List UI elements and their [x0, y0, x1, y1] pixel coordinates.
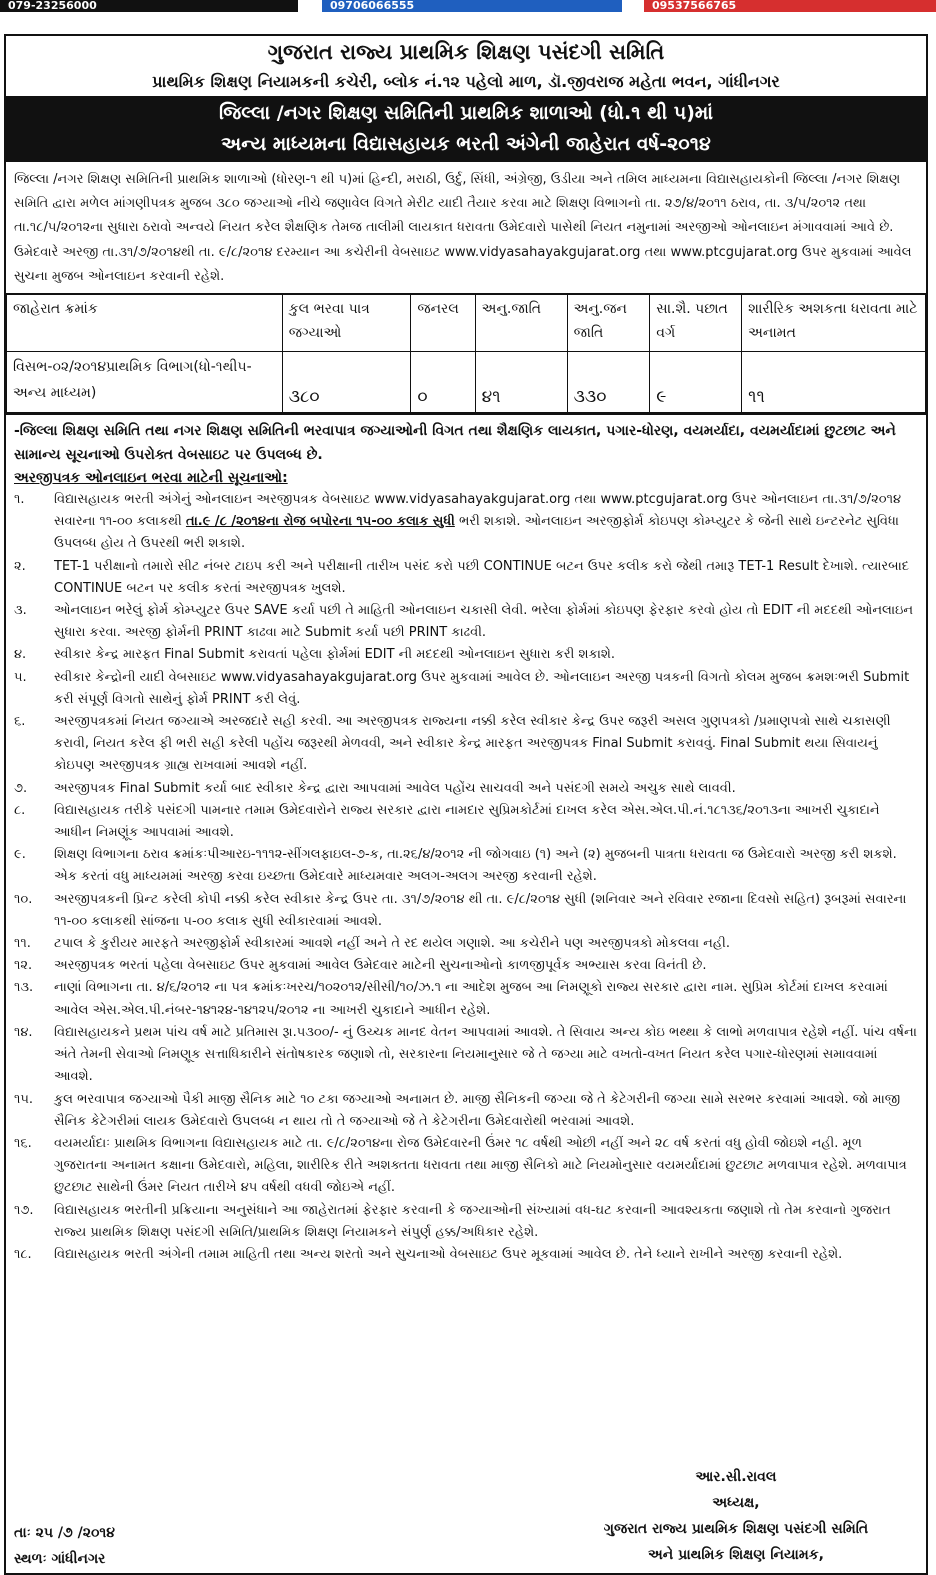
- list-item: [14, 800, 918, 844]
- item-text: અરજીપત્રકની પ્રિન્ટ કરેલી કોપી નક્કી કરેલ સ્વીકાર કેન્દ્ર ઉપર તા. ૩૧/૭/૨૦૧૪ થી તા. ૯/૮/૨૦૧૪ સુધી (શનિવાર અને રવિવાર રજાના દિવસો સહિત) રૂબરૂમાં સવારના ૧૧-૦૦ કલાકથી સાંજના ૫-૦૦ કલાક સુધી સ્વીકારવામાં આવશે.: [54, 891, 907, 929]
- item-number: ૯.: [14, 847, 26, 863]
- item-text: વિદ્યાસહાયક ભરતીની પ્રક્રિયાના અનુસંધાને આ જાહેરાતમાં ફેરફાર કરવાની કે જગ્યાઓની સંખ્યામાં વધ-ઘટ કરવાની આવશ્યકતા જણાશે તો તેમ કરવાનો ગુજરાત રાજ્ય પ્રાથમિક શિક્ષણ પસંદગી સમિતિ/પ્રાથમિક શિક્ષણ નિયામકને સંપુર્ણ હક્ક/અધિકાર રહેશે.: [54, 1202, 891, 1240]
- item-text: વિદ્યાસહાયક તરીકે પસંદગી પામનાર તમામ ઉમેદવારોને રાજ્ય સરકાર દ્વારા નામદાર સુપ્રિમકોર્ટમાં દાખલ કરેલ એસ.એલ.પી.નં.૧૮૧૩૬/૨૦૧૩ના આખરી ચુકાદાને આધીન નિમણૂંક આપવામાં આવશે.: [54, 802, 880, 841]
- list-item: [14, 1022, 918, 1089]
- item-text: ટપાલ કે કુરીયર મારફતે અરજીફોર્મ સ્વીકારમાં આવશે નહીં અને તે રદ થયેલ ગણાશે. આ કચેરીને પણ અરજીપત્રકો મોકલવા નહી.: [54, 936, 730, 952]
- item-number: ૧૪.: [14, 1024, 33, 1040]
- list-item: [14, 844, 918, 888]
- item-text: સ્વીકાર કેન્દ્રોની યાદી વેબસાઇટ www.vidyasahayakgujarat.org ઉપર મુકવામાં આવેલ છે. ઓનલાઇન અરજી પત્રકની વિગતો કોલમ મુજબ ક્રમશઃભરી Submit કરી સંપૂર્ણ વિગતો સાથેનું ફોર્મ PRINT કરી લેવું.: [54, 669, 910, 707]
- col-general: જનરલ: [411, 295, 475, 352]
- organization-title: ગુજરાત રાજ્ય પ્રાથમિક શિક્ષણ પસંદગી સમિતિ: [267, 40, 665, 64]
- instructions-list: [6, 489, 926, 1266]
- table-row: [7, 352, 926, 413]
- banner-line-1: જિલ્લા /નગર શિક્ષણ સમિતિની પ્રાથમિક શાળાઓ (ધો.૧ થી ૫)માં: [219, 102, 713, 124]
- notice-banner: [6, 98, 926, 160]
- col-total-posts: કુલ ભરવા પાત્ર જગ્યાઓ: [282, 295, 411, 352]
- phone-badge-black: 079-23256000: [0, 0, 298, 12]
- list-item: [14, 644, 918, 666]
- item-number: ૮.: [14, 802, 26, 818]
- list-item: [14, 1200, 918, 1244]
- col-disabled-reserved: શારીરિક અશકતા ધરાવતા માટે અનામત: [742, 295, 926, 352]
- signatory-name: આર.સી.રાવલ: [695, 1469, 777, 1485]
- office-address: પ્રાથમિક શિક્ષણ નિયામકની કચેરી, બ્લોક નં.૧૨ પહેલો માળ, ડૉ.જીવરાજ મહેતા ભવન, ગાંધીનગર: [6, 68, 926, 98]
- recruitment-notice: [4, 34, 928, 1575]
- phone-badge-red: 09537566765: [644, 0, 936, 12]
- list-item: [14, 667, 918, 711]
- cell-ad-number: વિસભ-૦૨/૨૦૧૪પ્રાથમિક વિભાગ(ધો-૧થી૫-અન્ય માધ્યમ): [7, 352, 283, 413]
- item-text: કુલ ભરવાપાત્ર જગ્યાઓ પૈકી માજી સૈનિક માટે ૧૦ ટકા જગ્યાઓ અનામત છે. માજી સૈનિકની જગ્યા જે તે કેટેગરીની જગ્યા સામે સરભર કરવામાં આવશે. જો માજી સૈનિક કેટેગરીમાં લાયક ઉમેદવારો ઉપલબ્ધ ન થાય તો તે જગ્યાઓ જે તે કેટેગરીના ઉમેદવારોથી ભરવામાં આવશે.: [54, 1091, 901, 1129]
- col-st: અનુ.જન જાતિ: [567, 295, 650, 352]
- item-number: ૧૩.: [14, 980, 34, 996]
- item-number: ૧૦.: [14, 891, 33, 907]
- item-text: અરજીપત્રક ભરતાં પહેલા વેબસાઇટ ઉપર મુકવામાં આવેલ ઉમેદવાર માટેની સુચનાઓનો કાળજીપૂર્વક અભ્યાસ કરવા વિનંતી છે.: [54, 958, 707, 974]
- signatory-org-line-2: અને પ્રાથમિક શિક્ષણ નિયામક,: [648, 1547, 824, 1563]
- item-number: ૨.: [14, 558, 26, 574]
- list-item: [14, 600, 918, 644]
- phone-badge-blue: 09706066555: [322, 0, 622, 12]
- list-item: [14, 778, 918, 800]
- cell-sebc: ૯: [650, 352, 742, 413]
- list-item: [14, 955, 918, 977]
- item-number: ૭.: [14, 780, 28, 796]
- intro-paragraph: જિલ્લા /નગર શિક્ષણ સમિતિની પ્રાથમિક શાળાઓ (ધોરણ-૧ થી ૫)માં હિન્દી, મરાઠી, ઉર્દુ, સિંધી, અંગ્રેજી, ઉડીયા અને તમિલ માધ્યમના વિદ્યાસહાયકોની જિલ્લા /નગર શિક્ષણ સમિતિ દ્વારા મળેલ માંગણીપત્રક મુજબ ૩૮૦ જગ્યાઓ નીચે જણાવેલ વિગતે મેરીટ યાદી તૈયાર કરવા માટે શિક્ષણ વિભાગનો તા. ૨૭/૪/૨૦૧૧ ઠરાવ, તા. ૩/૫/૨૦૧૨ તથા તા.૧૮/૫/૨૦૧૨ના સુધારા ઠરાવો અન્વયે નિયત કરેલ શૈક્ષણિક તેમજ તાલીમી લાયકાત ધરાવતા ઉમેદવારો પાસેથી નિયત નમુનામાં અરજીઓ ઓનલાઇન મંગાવવામાં આવે છે. ઉમેદવારે અરજી તા.૩૧/૭/૨૦૧૪થી તા. ૯/૮/૨૦૧૪ દરમ્યાન આ કચેરીની વેબસાઇટ www.vidyasahayakgujarat.org તથા www.ptcgujarat.org ઉપર મુકવામાં આવેલ સુચના મુજબ ઓનલાઇન કરવાની રહેશે.: [6, 160, 926, 294]
- item-text: શિક્ષણ વિભાગના ઠરાવ ક્રમાંકઃપીઆરઇ-૧૧૧૨-સીંગલફાઇલ-૭-ક, તા.૨૬/૪/૨૦૧૨ ની જોગવાઇ (૧) અને (૨) મુજબની પાત્રતા ધરાવતા જ ઉમેદવારો અરજી કરી શકશે. એક કરતાં વધુ માધ્યમમાં અરજી કરવા ઇચ્છતા ઉમેદવારે માધ્યમવાર અલગ-અલગ અરજી કરવાની રહેશે.: [54, 847, 897, 885]
- list-item: [14, 1133, 918, 1200]
- item-number: ૧૭.: [14, 1202, 34, 1218]
- cell-general: ૦: [411, 352, 475, 413]
- item-number: ૧૮.: [14, 1246, 32, 1262]
- item-text: વિદ્યાસહાયક ભરતી અંગેની તમામ માહિતી તથા અન્ય શરતો અને સુચનાઓ વેબસાઇટ ઉપર મૂકવામાં આવેલ છે. તેને ધ્યાને રાખીને અરજી કરવાની રહેશે.: [54, 1246, 843, 1262]
- deadline-highlight: તા.૯ /૮ /૨૦૧૪ના રોજ બપોરના ૧૫-૦૦ કલાક સુધી: [185, 514, 455, 530]
- item-number: ૧૫.: [14, 1091, 34, 1107]
- table-header-row: [7, 295, 926, 352]
- vacancy-table: [6, 294, 926, 413]
- item-text: સ્વીકાર કેન્દ્ર મારફત Final Submit કરાવતાં પહેલા ફોર્મમાં EDIT ની મદદથી ઓનલાઇન સુધારા કરી શકાશે.: [54, 647, 616, 663]
- item-text: અરજીપત્રક Final Submit કર્યા બાદ સ્વીકાર કેન્દ્ર દ્વારા આપવામાં આવેલ પહોંચ સાચવવી અને પસંદગી સમયે અચુક સાથે લાવવી.: [54, 780, 736, 796]
- signatory-title: અધ્યક્ષ,: [712, 1495, 760, 1511]
- item-number: ૫.: [14, 669, 27, 685]
- item-number: ૪.: [14, 647, 27, 663]
- item-text: TET-1 પરીક્ષાનો તમારો સીટ નંબર ટાઇપ કરી અને પરીક્ષાની તારીખ પસંદ કરો પછી CONTINUE બટન ઉપર કલીક કરો જેથી તમારૂ TET-1 Result દેખાશે. ત્યારબાદ CONTINUE બટન પર કલીક કરતાં અરજીપત્રક ખુલશે.: [54, 558, 910, 596]
- notice-date: તાઃ ૨૫ /૭ /૨૦૧૪: [14, 1525, 115, 1541]
- notice-place: સ્થળઃ ગાંધીનગર: [14, 1551, 106, 1567]
- list-item: [14, 489, 918, 556]
- col-sc: અનુ.જાતિ: [475, 295, 567, 352]
- item-text: નાણાં વિભાગના તા. ૪/૬/૨૦૧૨ ના પત્ર ક્રમાંકઃખરચ/૧૦૨૦૧૨/સીસી/૧૦/ઝ.૧ ના આદેશ મુજબ આ નિમણૂકો રાજ્ય સરકાર દ્વારા નામ. સુપ્રિમ કોર્ટમાં દાખલ કરવામાં આવેલ એસ.એલ.પી.નંબર-૧૪૧૨૪-૧૪૧૨૫/૨૦૧૨ ના આખરી ચુકાદાને આધીન રહેશે.: [54, 980, 888, 1018]
- signatory-org-line-1: ગુજરાત રાજ્ય પ્રાથમિક શિક્ષણ પસંદગી સમિતિ: [603, 1521, 869, 1537]
- list-item: [14, 933, 918, 955]
- cell-total-posts: ૩૮૦: [282, 352, 411, 413]
- col-ad-number: જાહેરાત ક્રમાંક: [7, 295, 283, 352]
- list-item: [14, 889, 918, 933]
- top-contact-strip: [0, 0, 936, 14]
- list-item: [14, 1089, 918, 1133]
- item-text: વયમર્યાદાઃ પ્રાથમિક વિભાગના વિદ્યાસહાયક માટે તા. ૯/૮/૨૦૧૪ના રોજ ઉમેદવારની ઉંમર ૧૮ વર્ષથી ઓછી નહીં અને ૨૮ વર્ષ કરતાં વધુ હોવી જોઇશે નહી. મૂળ ગુજરાતના અનામત કક્ષાના ઉમેદવારો, મહિલા, શારીરિક રીતે અશક્તતા ધરાવતા તથા માજી સૈનિકો માટે નિયમોનુસાર વયમર્યાદામાં છુટછાટ મળવાપાત્ર રહેશે. મળવાપાત્ર છુટછાટ સાથેની ઉંમર નિયત તારીખે ૪૫ વર્ષથી વધવી જોઇએ નહીં.: [54, 1135, 907, 1196]
- list-item: [14, 977, 918, 1021]
- item-number: ૧૬.: [14, 1135, 32, 1151]
- banner-line-2: અન્ય માધ્યમના વિદ્યાસહાયક ભરતી અંગેની જાહેરાત વર્ષ-૨૦૧૪: [221, 133, 711, 155]
- website-note: -જિલ્લા શિક્ષણ સમિતિ તથા નગર શિક્ષણ સમિતિની ભરવાપાત્ર જગ્યાઓની વિગત તથા શૈક્ષણિક લાયકાત, પગાર-ધોરણ, વયમર્યાદા, વયમર્યાદામાં છુટછાટ અને સામાન્ય સૂચનાઓ ઉપરોક્ત વેબસાઇટ પર ઉપલબ્ધ છે.: [6, 413, 926, 467]
- item-text: વિદ્યાસહાયકને પ્રથમ પાંચ વર્ષ માટે પ્રતિમાસ રૂા.૫૩૦૦/- નું ઉચ્ચક માનદ વેતન આપવામાં આવશે. તે સિવાય અન્ય કોઇ ભથ્થા કે લાભો મળવાપાત્ર રહેશે નહીં. પાંચ વર્ષના અંતે તેમની સેવાઓ નિમણૂક સત્તાધિકારીને સંતોષકારક જણાશે તો, સરકારના નિયમાનુસાર જે તે જગ્યા માટે વખતો-વખત નિયત કરેલ પગાર-ધોરણમાં સમાવવામાં આવશે.: [54, 1024, 917, 1085]
- item-text: ઓનલાઇન ભરેલું ફોર્મ કોમ્પ્યુટર ઉપર SAVE કર્યા પછી તે માહિતી ઓનલાઇન ચકાસી લેવી. ભરેલા ફોર્મમાં કોઇપણ ફેરફાર કરવો હોય તો EDIT ની મદદથી ઓનલાઇન સુધારા કરવા. અરજી ફોર્મની PRINT કાઢવા માટે Submit કર્યા પછી PRINT કાઢવી.: [54, 603, 914, 641]
- item-number: ૧૧.: [14, 936, 31, 952]
- instructions-title: અરજીપત્રક ઓનલાઇન ભરવા માટેની સૂચનાઓ:: [14, 470, 288, 487]
- list-item: [14, 1244, 918, 1266]
- cell-sc: ૪૧: [475, 352, 567, 413]
- item-number: ૬.: [14, 714, 26, 730]
- list-item: [14, 556, 918, 600]
- item-number: ૧૨.: [14, 958, 33, 974]
- cell-st: ૩૩૦: [567, 352, 650, 413]
- item-number: ૩.: [14, 603, 27, 619]
- col-sebc: સા.શૈ. પછાત વર્ગ: [650, 295, 742, 352]
- list-item: [14, 711, 918, 778]
- item-text: અરજીપત્રકમાં નિયત જગ્યાએ અરજદારે સહી કરવી. આ અરજીપત્રક રાજ્યના નક્કી કરેલ સ્વીકાર કેન્દ્ર ઉપર જરૂરી અસલ ગુણપત્રકો /પ્રમાણપત્રો સાથે ચકાસણી કરાવી, નિયત કરેલ ફી ભરી સહી કરેલી પહોંચ જરૂરથી મેળવવી, અને સ્વીકાર કેન્દ્ર મારફત અરજીપત્રક Final Submit કરાવવું. Final Submit થયા સિવાયનું કોઇપણ અરજીપત્રક ગ્રાહ્ય રાખવામાં આવશે નહીં.: [54, 714, 891, 774]
- cell-disabled-reserved: ૧૧: [742, 352, 926, 413]
- item-number: ૧.: [14, 492, 25, 508]
- item-text: વિદ્યાસહાયક ભરતી અંગેનું ઓનલાઇન અરજીપત્રક વેબસાઇટ www.vidyasahayakgujarat.org તથા www.ptcgujarat.org ઉપર ઓનલાઇન તા.૩૧/૭/૨૦૧૪ સવારના ૧૧-૦૦ કલાકથી તા.૯ /૮ /૨૦૧૪ના રોજ બપોરના ૧૫-૦૦ કલાક સુધી ભરી શકાશે. ઓનલાઇન અરજીફોર્મ કોઇપણ કોમ્પ્યુટર કે જેની સાથે ઇન્ટરનેટ સુવિધા ઉપલબ્ધ હોય તે ઉપરથી ભરી શકાશે.: [54, 492, 902, 552]
